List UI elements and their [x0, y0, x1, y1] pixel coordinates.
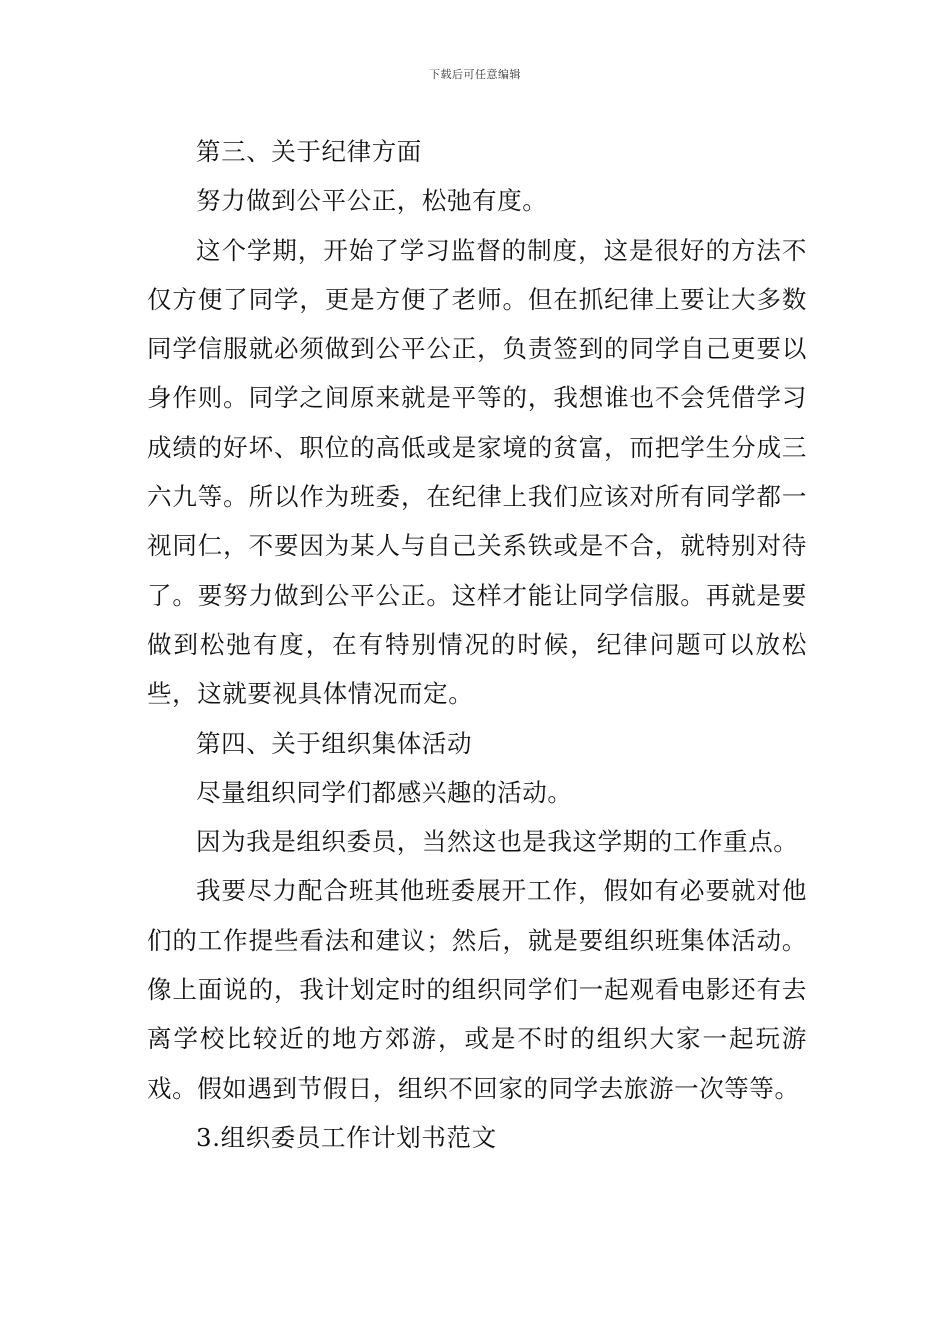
- document-body: [147, 127, 807, 1162]
- section-heading-discipline: 第三、关于纪律方面: [196, 137, 422, 166]
- paragraph-activities-detail: 我要尽力配合班其他班委展开工作，假如有必要就对他们的工作提些看法和建议；然后，就是要组织班集体活动。像上面说的，我计划定时的组织同学们一起观看电影还有去离学校比较近的地方郊游，或是不时的组织大家一起玩游戏。假如遇到节假日，组织不回家的同学去旅游一次等等。: [147, 876, 807, 1103]
- paragraph-activities-focus: 因为我是组织委员，当然这也是我这学期的工作重点。: [196, 827, 799, 857]
- paragraph-activities-goal: 尽量组织同学们都感兴趣的活动。: [196, 777, 573, 807]
- section-heading-sample: 3.组织委员工作计划书范文: [196, 1122, 497, 1152]
- paragraph-discipline-detail: 这个学期，开始了学习监督的制度，这是很好的方法不仅方便了同学，更是方便了老师。但在抓纪律上要让大多数同学信服就必须做到公平公正，负责签到的同学自己更要以身作则。同学之间原来就是平等的，我想谁也不会凭借学习成绩的好坏、职位的高低或是家境的贫富，而把学生分成三六九等。所以作为班委，在纪律上我们应该对所有同学都一视同仁，不要因为某人与自己关系铁或是不合，就特别对待了。要努力做到公平公正。这样才能让同学信服。再就是要做到松弛有度，在有特别情况的时候，纪律问题可以放松些，这就要视具体情况而定。: [147, 235, 807, 709]
- page-header: 下载后可任意编辑: [429, 68, 521, 81]
- section-heading-activities: 第四、关于组织集体活动: [196, 728, 473, 758]
- paragraph-discipline-goal: 努力做到公平公正，松弛有度。: [196, 186, 548, 216]
